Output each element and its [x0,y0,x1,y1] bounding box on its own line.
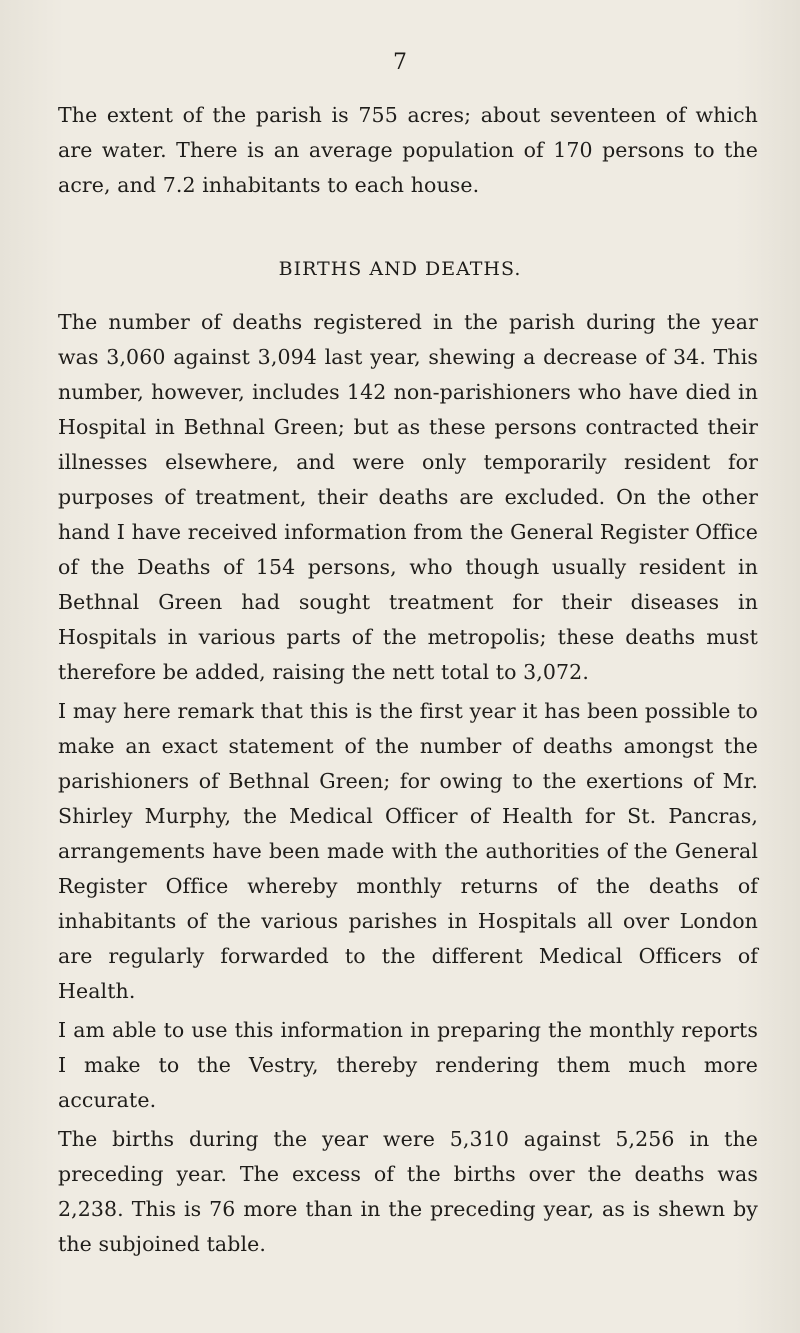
paragraph-deaths: The number of deaths registered in the parish during the year was 3,060 against 3,094 last year, shewing a decrease of 34. This number, however, includes 142 non-parishioners who have died in Hospital in Bethnal Green; but as these persons contracted their illnesses elsewhere, and were only temporarily resident for purposes of treatment, their deaths are excluded. On the other hand I have received information from the General Register Office of the Deaths of 154 persons, who though usually resident in Bethnal Green had sought treatment for their diseases in Hospitals in various parts of the metropolis; these deaths must therefore be added, raising the nett total to 3,072. [58,310,758,684]
page-number: 7 [393,50,407,75]
paragraph-remark: I may here remark that this is the first year it has been possible to make an exact statement of the number of deaths amongst the parishioners of Bethnal Green; for owing to the exertions of Mr. Shirley Murphy, the Medical Officer of Health for St. Pancras, arrangements have been made with the authorities of the General Register Office whereby monthly returns of the deaths of inhabitants of the various parishes in Hospitals all over London are regularly forwarded to the different Medical Officers of Health. [58,699,758,1003]
intro-paragraph: The extent of the parish is 755 acres; about seventeen of which are water. There is an average population of 170 persons to the acre, and 7.2 inhabitants to each house. [58,103,758,197]
section-body [58,305,758,1266]
section-heading: BIRTHS AND DEATHS. [278,258,522,280]
paragraph-births: The births during the year were 5,310 against 5,256 in the preceding year. The excess of the births over the deaths was 2,238. This is 76 more than in the preceding year, as is shewn by the subjoined table. [58,1127,758,1256]
paragraph-reports: I am able to use this information in preparing the monthly reports I make to the Vestry, thereby rendering them much more accurate. [58,1018,758,1112]
